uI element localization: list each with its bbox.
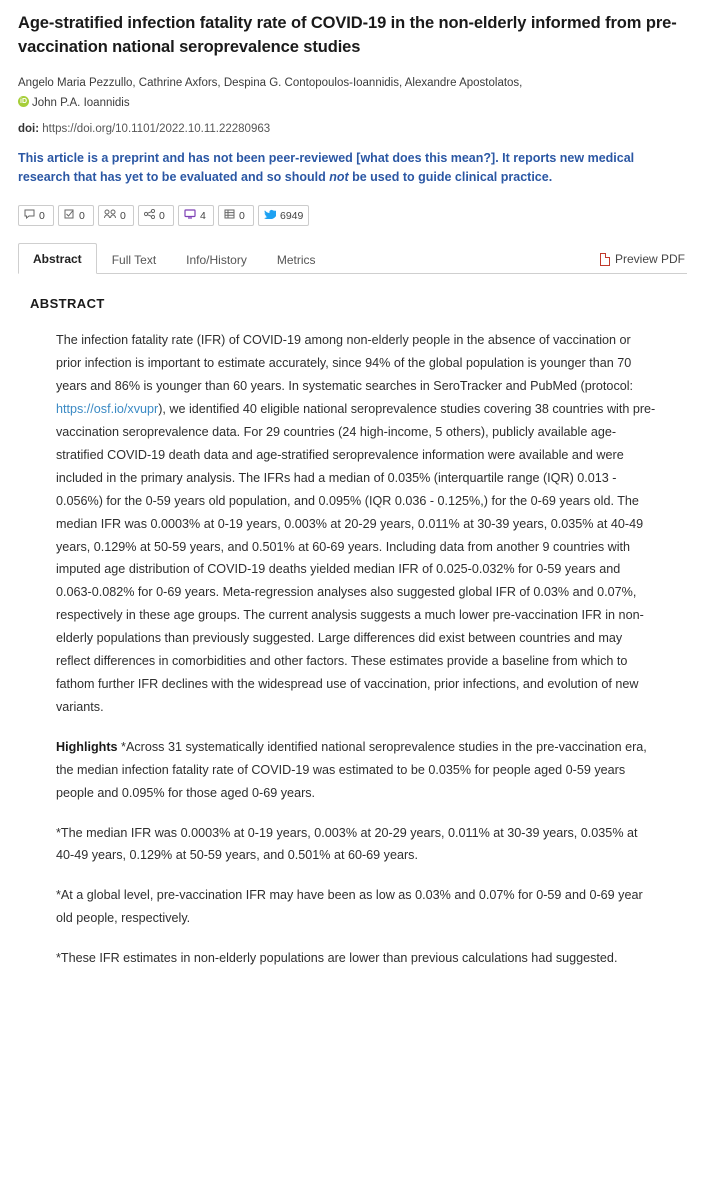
tab-abstract[interactable]: Abstract	[18, 243, 97, 274]
abstract-para-1-after-link: ), we identified 40 eligible national seroprevalence studies covering 38 countries with pre-vaccination seroprevalence data. For 29 countries (24 high-income, 5 others), publicly available age-stratified COVID-19 death data and age-stratified seroprevalence information were available and were included in the primary analysis. The IFRs had a median of 0.035% (interquartile range (IQR) 0.013 - 0.056%) for the 0-59 years old population, and 0.095% (IQR 0.036 - 0.125%,) for the 0-69 years old. The median IFR was 0.0003% at 0-19 years, 0.003% at 20-29 years, 0.011% at 30-39 years, 0.035% at 40-49 years, 0.129% at 50-59 years, and 0.501% at 60-69 years. Including data from another 9 countries with imputed age distribution of COVID-19 deaths yielded median IFR of 0.025-0.032% for 0-59 years and 0.063-0.082% for 0-69 years. Meta-regression analyses also suggested global IFR of 0.03% and 0.07%, respectively in these age groups. The current analysis suggests a much lower pre-vaccination IFR in non-elderly populations than previously suggested. Large differences did exist between countries and may reflect differences in comorbidities and other factors. These estimates provide a baseline from which to fathom further IFR declines with the widespread use of vaccination, prior infections, and evolution of new variants.	[56, 402, 656, 714]
abstract-highlights-paragraph	[56, 736, 657, 805]
share-icon	[144, 209, 155, 222]
display-chip[interactable]	[178, 205, 214, 226]
comment-icon	[24, 209, 35, 222]
twitter-chip[interactable]	[258, 205, 309, 226]
doi-line	[18, 123, 687, 135]
pdf-icon	[600, 253, 610, 266]
author-list-continued	[18, 94, 687, 112]
checklist-icon	[64, 209, 75, 222]
metrics-row	[18, 205, 687, 226]
grid-icon	[224, 209, 235, 222]
share-chip[interactable]	[138, 205, 174, 226]
tabs	[18, 242, 331, 273]
orcid-icon[interactable]	[18, 96, 29, 107]
preview-pdf-button[interactable]	[600, 252, 687, 273]
chip-count: 4	[200, 209, 206, 222]
twitter-icon	[264, 209, 276, 222]
preview-pdf-label: Preview PDF	[614, 252, 685, 267]
reviews-chip[interactable]	[58, 205, 94, 226]
author-list	[18, 74, 687, 92]
abstract-paragraph-main	[56, 329, 657, 718]
chip-count: 0	[120, 209, 126, 222]
highlights-label: Highlights	[56, 739, 118, 754]
tabs-bar	[18, 242, 687, 274]
tab-metrics[interactable]: Metrics	[276, 253, 316, 268]
abstract-body	[56, 329, 657, 970]
abstract-highlight-4: *These IFR estimates in non-elderly populations are lower than previous calculations had suggested.	[56, 951, 618, 966]
chip-count: 0	[239, 209, 245, 222]
abstract-heading: ABSTRACT	[30, 296, 105, 312]
protocol-link[interactable]: https://osf.io/xvupr	[56, 402, 159, 417]
tab-full-text[interactable]: Full Text	[111, 253, 157, 268]
author-line-2: John P.A. Ioannidis	[32, 97, 130, 110]
preprint-warning	[18, 149, 687, 188]
doi-label: doi:	[18, 122, 40, 135]
chip-count: 0	[159, 209, 165, 222]
author-line-1: Angelo Maria Pezzullo, Cathrine Axfors, Despina G. Contopoulos-Ioannidis, Alexandre Apostolatos,	[18, 76, 523, 89]
chip-count: 0	[39, 209, 45, 222]
highlights-text: *Across 31 systematically identified national seroprevalence studies in the pre-vaccination era, the median infection fatality rate of COVID-19 was estimated to be 0.035% for people aged 0-59 years people and 0.095% for those aged 0-69 years.	[56, 739, 647, 800]
community-chip[interactable]	[98, 205, 134, 226]
tab-info-history[interactable]: Info/History	[186, 253, 247, 268]
chip-count: 6949	[280, 209, 304, 222]
abstract-para-1-before-link: The infection fatality rate (IFR) of COVID-19 among non-elderly people in the absence of vaccination or prior infection is important to estimate accurately, since 94% of the global population is younger than 70 years and 86% is younger than 60 years. In systematic searches in SeroTracker and PubMed (protocol:	[56, 333, 634, 394]
display-icon	[184, 209, 196, 222]
grid-chip[interactable]	[218, 205, 254, 226]
abstract-highlight-3: *At a global level, pre-vaccination IFR may have been as low as 0.03% and 0.07% for 0-59 and 0-69 year old people, respectively.	[56, 888, 643, 926]
page-title: Age-stratified infection fatality rate of COVID-19 in the non-elderly informed from pre-vaccination national seroprevalence studies	[18, 14, 677, 56]
comments-chip[interactable]	[18, 205, 54, 226]
community-icon	[104, 209, 116, 222]
chip-count: 0	[79, 209, 85, 222]
doi-url[interactable]: https://doi.org/10.1101/2022.10.11.22280963	[42, 122, 271, 135]
preprint-warning-text: This article is a preprint and has not been peer-reviewed [what does this mean?]. It reports new medical research that has yet to be evaluated and so should not be used to guide clinical practice.	[18, 150, 635, 184]
abstract-highlight-2: *The median IFR was 0.0003% at 0-19 years, 0.003% at 20-29 years, 0.011% at 30-39 years, 0.035% at 40-49 years, 0.129% at 50-59 years, and 0.501% at 60-69 years.	[56, 825, 638, 863]
